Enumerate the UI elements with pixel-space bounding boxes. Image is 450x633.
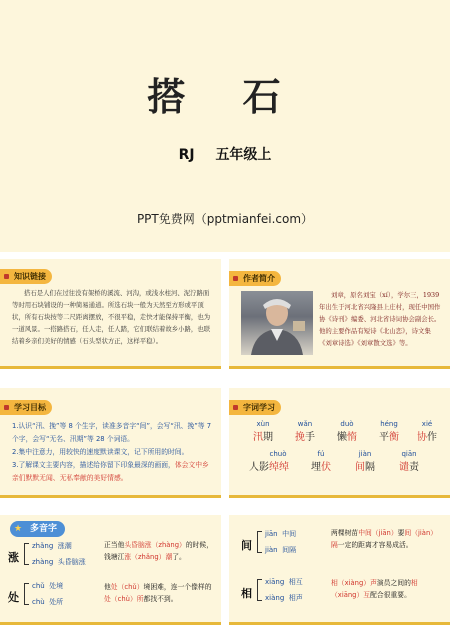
slide-bar [0,495,221,498]
polyphone-slide-2 [229,515,450,625]
poly-char: 间 [241,539,252,552]
vocab-tag: 字词学习 [229,400,281,415]
knowledge-slide [0,259,221,369]
polyphone-slide-1 [0,515,221,625]
pinyin-line: chù 处所 [32,598,64,606]
author-tag: 作者简介 [229,271,281,286]
vocab-word: chuò 人影绰绰 [249,450,289,473]
goal-item: 2.集中注意力，用较快的速度默读课文，记下所用的时间。 [12,448,189,456]
author-text: 刘章，原名刘宝（xí），学尔三，1939年出生于河北省兴隆县上庄村，现任中国作协《诗刊》编委、河北省诗词协会副会长。他的主要作品有短诗《北山恋》，诗文集《刘章诗选》《刘章散文选》等。 [319,291,441,347]
author-slide [229,259,450,369]
goals-list [12,420,212,485]
brace [24,543,29,565]
example-sentence: 正当他头昏脑涨（zhàng）的时候，钱塘江涨（zhǎng）潮了。 [104,541,214,561]
vocab-word: qiān 谴责 [399,450,419,473]
pinyin-line: xiāng 相互 [265,578,303,586]
slide-bar [0,622,221,625]
grade-text: 五年级上 [215,147,272,163]
pinyin-line: zhǎng 涨潮 [32,542,72,550]
slide-bar [229,622,450,625]
vocab-word: xié 协作 [417,420,437,443]
vocab-word: xùn 汛期 [253,420,273,443]
goal-item: 3.了解课文主要内容，描述给你留下印象最深的画面，体会文中乡亲们默默无闻、无私奉献的美好情感。 [12,461,209,482]
site-credit: PPT免费网（pptmianfei.com） [136,212,314,226]
grade-code: RJ [178,147,195,163]
brace [257,531,262,553]
vocab-word: fú 埋伏 [311,450,331,473]
knowledge-tag: 知识链接 [0,269,52,284]
star-icon: ★ [14,524,23,534]
goals-tag: 学习目标 [0,400,52,415]
example-sentence: 相（xiàng）声演员之间的相（xiāng）互配合很重要。 [331,579,418,599]
slide-bar [0,366,221,369]
pinyin-line: jiàn 间隔 [265,546,297,554]
slide-title: 搭 石 [147,74,303,119]
goal-item: 1.认识“汛、挽”等 8 个生字，读准多音字“间”，会写“汛、挽”等 7 个字，会写“无名、汛期”等 28 个词语。 [12,422,212,443]
pinyin-line: chǔ 处境 [32,582,64,590]
example-sentence: 两棵树苗中间（jiān）要间（jiàn）隔一定的距离才容易成活。 [331,529,438,549]
vocab-word: héng 平衡 [379,420,399,443]
poly-char: 处 [8,591,19,604]
goals-slide [0,388,221,498]
slide-bar [229,366,450,369]
vocab-slide [229,388,450,498]
poly-char: 相 [241,587,252,600]
polyphone-tag: ★ 多音字 [10,521,65,537]
brace [24,583,29,605]
vocab-word: wǎn 挽手 [295,420,315,443]
brace [257,579,262,601]
author-photo [241,291,313,355]
vocab-word: duò 懒惰 [337,420,357,443]
title-slide [0,0,450,252]
poly-char: 涨 [8,551,19,564]
knowledge-text: 搭石是人们在过往没有架桥的溪流、河沟，或浅水柱河、泥泞路面等时用石块铺设的一种简易通道。所选石块一般为天然至方形或平顶状，所有石块按等二尺距离摆放，不很平稳，走快才能保持平衡，也为一道风景。一搭路搭石，任人走，任人踏，它们联结着故乡小路，也联结着乡亲们美好的情感（石头型状方正，这样平稳）。 [12,289,211,345]
pinyin-line: xiàng 相声 [265,594,303,602]
example-sentence: 他处（chǔ）境困难，连一个像样的处（chù）所都找不到。 [104,583,212,603]
vocab-word: jiàn 间隔 [355,450,375,473]
slide-bar [229,495,450,498]
pinyin-line: zhàng 头昏脑涨 [32,558,86,566]
pinyin-line: jiān 中间 [265,530,297,538]
grade-line [0,144,450,164]
